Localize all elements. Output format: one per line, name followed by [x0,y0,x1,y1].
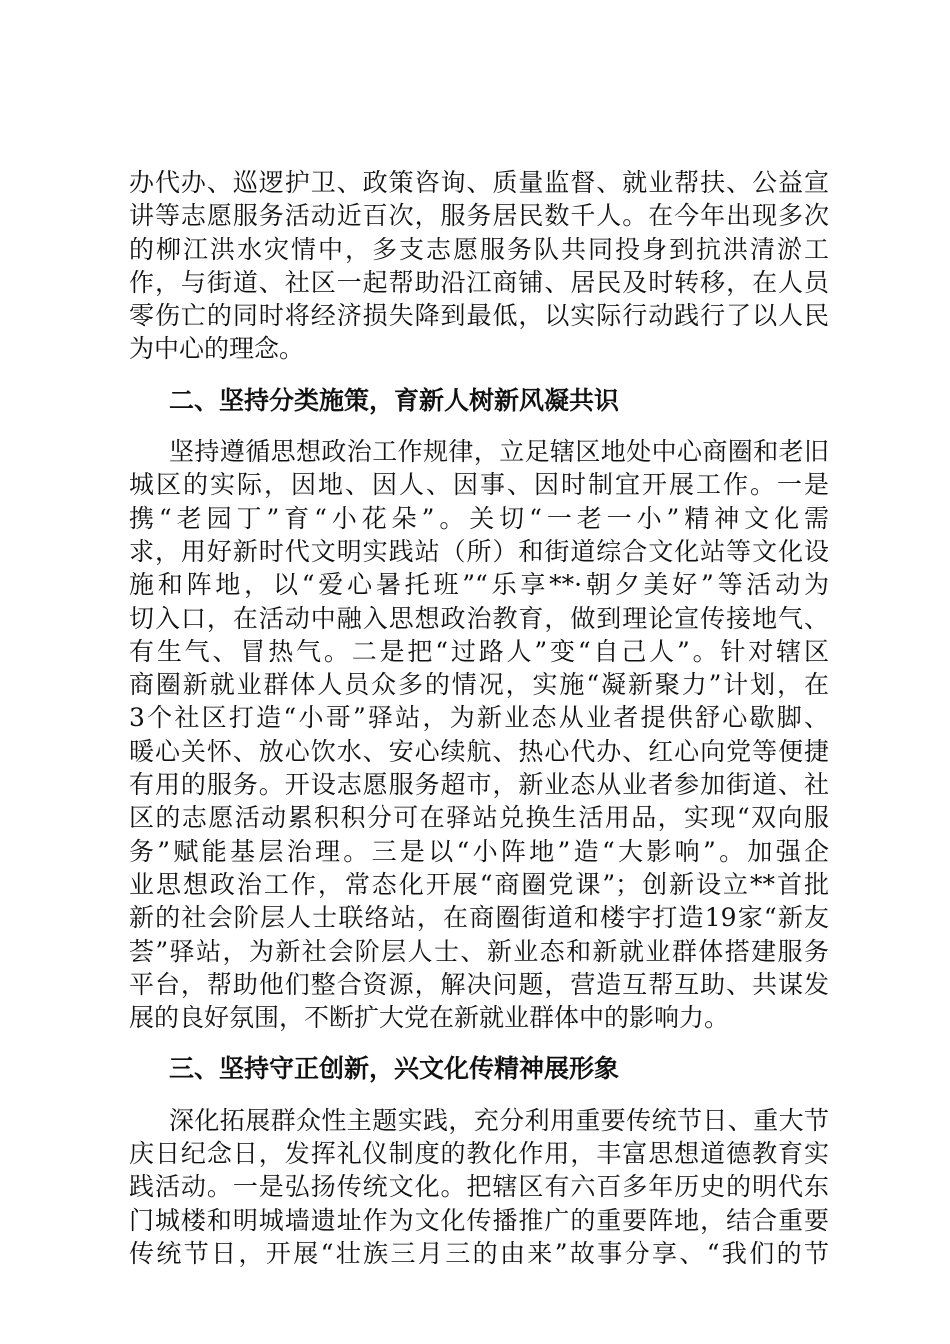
text-line: 平台，帮助他们整合资源，解决问题，营造互帮互助、共谋发 [129,969,829,999]
text-line: 区的志愿活动累积积分可在驿站兑换生活用品，实现“双向服 [129,803,829,833]
text-line: 务”赋能基层治理。三是以“小阵地”造“大影响”。加强企 [129,836,829,866]
text-line: 为中心的理念。 [129,334,305,364]
text-line: 暖心关怀、放心饮水、安心续航、热心代办、红心向党等便捷 [129,736,829,766]
text-line: 深化拓展群众性主题实践，充分利用重要传统节日、重大节 [169,1105,829,1135]
text-line: 携“老园丁”育“小花朵”。关切“一老一小”精神文化需 [129,503,829,533]
text-line: 办代办、巡逻护卫、政策咨询、质量监督、就业帮扶、公益宣 [129,168,829,197]
text-line: 展的良好氛围，不断扩大党在新就业群体中的影响力。 [129,1003,730,1033]
text-line: 讲等志愿服务活动近百次，服务居民数千人。在今年出现多次 [129,201,829,231]
text-line: 荟”驿站，为新社会阶层人士、新业态和新就业群体搭建服务 [129,936,829,966]
document-body [129,166,829,1270]
text-line: 城区的实际，因地、因人、因事、因时制宜开展工作。一是 [129,470,829,500]
section-heading-3: 三、坚持守正创新，兴文化传精神展形象 [169,1054,620,1084]
text-line: 的柳江洪水灾情中，多支志愿服务队共同投身到抗洪清淤工 [129,234,829,264]
paragraph-3 [129,1104,829,1270]
text-line: 3个社区打造“小哥”驿站，为新业态从业者提供舒心歇脚、 [129,703,829,733]
text-line: 新的社会阶层人士联络站，在商圈街道和楼宇打造19家“新友 [129,903,829,933]
text-line: 践活动。一是弘扬传统文化。把辖区有六百多年历史的明代东 [129,1172,829,1202]
text-line: 商圈新就业群体人员众多的情况，实施“凝新聚力”计划，在 [129,670,829,700]
text-line: 业思想政治工作，常态化开展“商圈党课”；创新设立**首批 [129,869,829,899]
text-line: 施和阵地，以“爱心暑托班”“乐享**·朝夕美好”等活动为 [129,570,829,600]
text-line: 作，与街道、社区一起帮助沿江商铺、居民及时转移，在人员 [129,267,829,297]
text-line: 切入口，在活动中融入思想政治教育，做到理论宣传接地气、 [129,603,829,633]
paragraph-2 [129,435,829,1034]
text-line: 零伤亡的同时将经济损失降到最低，以实际行动践行了以人民 [129,301,829,331]
text-line: 有生气、冒热气。二是把“过路人”变“自己人”。针对辖区 [129,636,829,666]
text-line: 坚持遵循思想政治工作规律，立足辖区地处中心商圈和老旧 [169,437,829,467]
section-heading-2: 二、坚持分类施策，育新人树新风凝共识 [169,385,620,415]
text-line: 庆日纪念日，发挥礼仪制度的教化作用，丰富思想道德教育实 [129,1139,829,1169]
text-line: 求，用好新时代文明实践站（所）和街道综合文化站等文化设 [129,536,829,566]
paragraph-1 [129,166,829,366]
text-line: 门城楼和明城墙遗址作为文化传播推广的重要阵地，结合重要 [129,1205,829,1235]
text-line: 传统节日，开展“壮族三月三的由来”故事分享、“我们的节 [129,1238,829,1268]
text-line: 有用的服务。开设志愿服务超市，新业态从业者参加街道、社 [129,770,829,800]
